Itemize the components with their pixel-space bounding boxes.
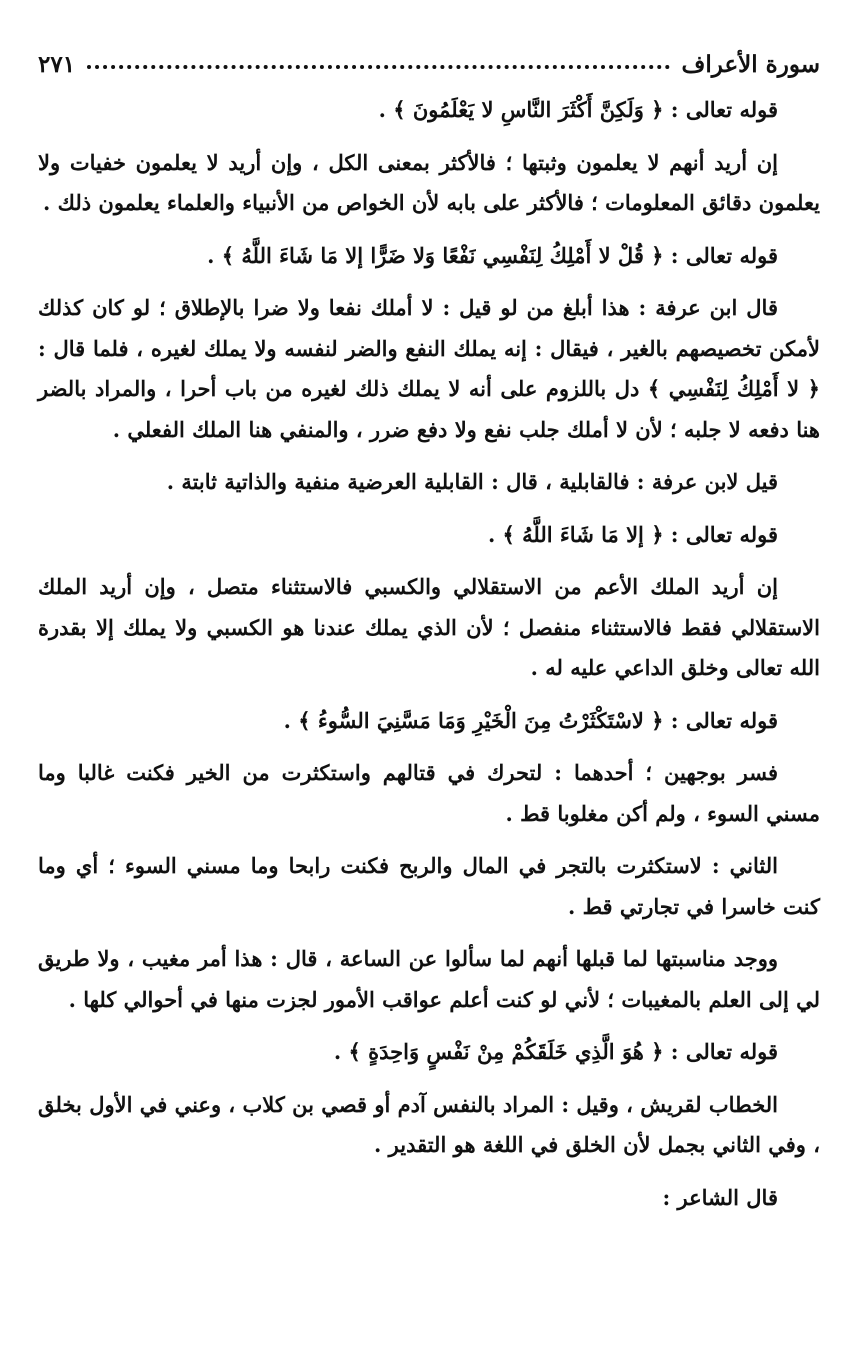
- paragraph: قوله تعالى : ﴿ إلا مَا شَاءَ اللَّهُ ﴾ .: [487, 521, 778, 547]
- paragraph: قال الشاعر :: [662, 1184, 778, 1210]
- paragraph: قوله تعالى : ﴿ هُوَ الَّذِي خَلَقَكُمْ مِنْ نَفْسٍ وَاحِدَةٍ ﴾ .: [333, 1039, 778, 1064]
- paragraph: قوله تعالى : ﴿ وَلَكِنَّ أَكْثَرَ النَّاسِ لا يَعْلَمُونَ ﴾ .: [378, 97, 778, 122]
- paragraph: ووجد مناسبتها لما قبلها أنهم لما سألوا عن الساعة ، قال : هذا أمر مغيب ، ولا طريق لي إلى العلم بالمغيبات ؛ لأني لو كنت أعلم عواقب الأمور لجزت منها في أحوالي كلها .: [38, 946, 820, 1012]
- paragraph: إن أريد أنهم لا يعلمون وثبتها ؛ فالأكثر بمعنى الكل ، وإن أريد لا يعلمون خفيات ولا يعلمون دقائق المعلومات ؛ فالأكثر على بابه لأن الخواص من الأنبياء والعلماء يعلمون ذلك .: [38, 149, 820, 215]
- paragraph: فسر بوجهين ؛ أحدهما : لتحرك في قتالهم واستكثرت من الخير فكنت غالبا وما مسني السوء ، ولم أكن مغلوبا قط .: [38, 760, 820, 826]
- paragraph: قيل لابن عرفة : فالقابلية ، قال : القابلية العرضية منفية والذاتية ثابتة .: [166, 469, 778, 494]
- paragraph: الخطاب لقريش ، وقيل : المراد بالنفس آدم أو قصي بن كلاب ، وعني في الأول بخلق ، وفي الثاني بجمل لأن الخلق في اللغة هو التقدير .: [38, 1091, 820, 1157]
- paragraph: إن أريد الملك الأعم من الاستقلالي والكسبي فالاستثناء متصل ، وإن أريد الملك الاستقلالي فقط فالاستثناء منفصل ؛ لأن الذي يملك عندنا هو الكسبي ولا يملك إلا بقدرة الله تعالى وخلق الداعي عليه له .: [38, 574, 820, 680]
- paragraph: قال ابن عرفة : هذا أبلغ من لو قيل : لا أملك نفعا ولا ضرا بالإطلاق ؛ لو كان كذلك لأمكن تخصيصهم بالغير ، فيقال : إنه يملك النفع والضر لنفسه ولا يملك لغيره ، فلما قال : ﴿ لا أَمْلِكُ لِنَفْسِي ﴾ دل باللزوم على أنه لا يملك ذلك لغيره من باب أحرا ، والمراد بالضر هنا دفعه لا جلبه ؛ لأن لا أملك جلب نفع ولا دفع ضرر ، والمنفي هنا الملك الفعلي .: [38, 295, 820, 442]
- paragraph: قوله تعالى : ﴿ لاسْتَكْثَرْتُ مِنَ الْخَيْرِ وَمَا مَسَّنِيَ السُّوءُ ﴾ .: [283, 707, 778, 733]
- page-body: [38, 90, 820, 1230]
- page-header: [38, 44, 820, 84]
- page-number: ٢٧١: [38, 50, 76, 78]
- paragraph: قوله تعالى : ﴿ قُلْ لا أَمْلِكُ لِنَفْسِي نَفْعًا وَلا ضَرًّا إلا مَا شَاءَ اللَّهُ ﴾ .: [207, 242, 778, 268]
- header-dotted-leader: [87, 65, 669, 69]
- paragraph: الثاني : لاستكثرت بالتجر في المال والربح فكنت رابحا وما مسني السوء ؛ أي وما كنت خاسرا في تجارتي قط .: [38, 853, 820, 919]
- surah-title: سورة الأعراف: [681, 50, 820, 78]
